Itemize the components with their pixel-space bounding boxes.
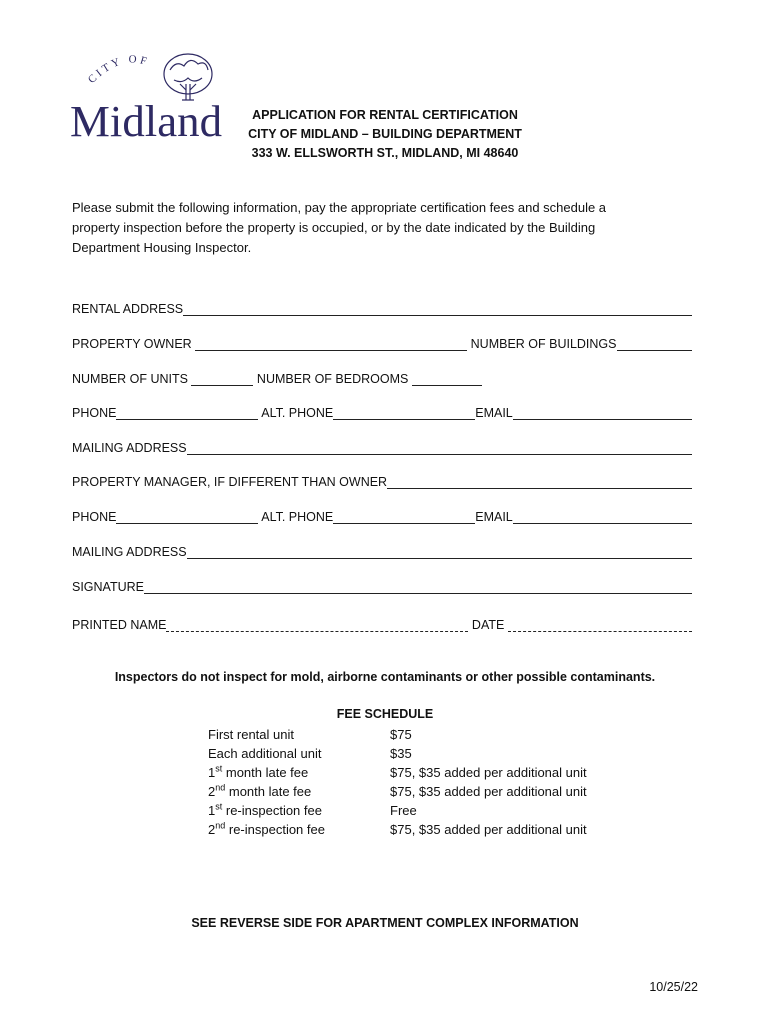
header-address: 333 W. ELLSWORTH ST., MIDLAND, MI 48640 — [251, 146, 519, 160]
alt-phone-field[interactable] — [333, 404, 475, 420]
number-of-units-label: NUMBER OF UNITS — [72, 372, 192, 386]
alt-phone-label: ALT. PHONE — [258, 406, 334, 420]
number-of-units-field[interactable] — [191, 370, 253, 386]
fee-item-amount: Free — [390, 803, 417, 818]
email-label: EMAIL — [475, 406, 513, 420]
signature-row — [72, 576, 692, 594]
manager-phone-field[interactable] — [116, 508, 258, 524]
svg-text:Midland: Midland — [70, 97, 222, 144]
manager-mailing-address-label: MAILING ADDRESS — [72, 545, 187, 559]
svg-text:CITY OF: CITY OF — [85, 53, 151, 86]
fee-item-amount: $35 — [390, 746, 412, 761]
manager-alt-phone-label: ALT. PHONE — [258, 510, 334, 524]
printed-name-label: PRINTED NAME — [72, 618, 167, 632]
printed-name-row — [72, 614, 692, 632]
mailing-address-row — [72, 437, 692, 455]
signature-field[interactable] — [144, 578, 692, 594]
number-of-bedrooms-label: NUMBER OF BEDROOMS — [253, 372, 412, 386]
owner-phone-row — [72, 402, 692, 420]
mailing-address-field[interactable] — [187, 439, 692, 455]
date-field[interactable] — [508, 616, 692, 632]
city-of-midland-logo — [70, 44, 230, 144]
property-manager-label: PROPERTY MANAGER, IF DIFFERENT THAN OWNER — [72, 475, 388, 489]
fee-item-name: 2nd re-inspection fee — [208, 820, 325, 837]
manager-phone-row — [72, 506, 692, 524]
phone-label: PHONE — [72, 406, 117, 420]
header-title: APPLICATION FOR RENTAL CERTIFICATION — [252, 108, 518, 122]
manager-email-label: EMAIL — [475, 510, 513, 524]
fee-item-name: 1st month late fee — [208, 763, 309, 780]
email-field[interactable] — [513, 404, 692, 420]
mailing-address-label: MAILING ADDRESS — [72, 441, 187, 455]
rental-address-label: RENTAL ADDRESS — [72, 302, 184, 316]
fee-schedule-title: FEE SCHEDULE — [336, 707, 434, 721]
rental-address-row — [72, 298, 692, 316]
inspection-notice: Inspectors do not inspect for mold, airborne contaminants or other possible contaminants. — [114, 670, 656, 684]
owner-row — [72, 333, 692, 351]
fee-item-name: 1st re-inspection fee — [208, 801, 322, 818]
property-manager-field[interactable] — [387, 473, 692, 489]
fee-item-amount: $75, $35 added per additional unit — [390, 765, 587, 780]
fee-item-amount: $75 — [390, 727, 412, 742]
manager-phone-label: PHONE — [72, 510, 117, 524]
phone-field[interactable] — [116, 404, 258, 420]
date-label: DATE — [468, 618, 508, 632]
revision-date: 10/25/22 — [649, 980, 698, 994]
manager-alt-phone-field[interactable] — [333, 508, 475, 524]
fee-item-amount: $75, $35 added per additional unit — [390, 784, 587, 799]
tree-icon — [164, 54, 212, 100]
signature-label: SIGNATURE — [72, 580, 144, 594]
header-department: CITY OF MIDLAND – BUILDING DEPARTMENT — [248, 127, 522, 141]
fee-item-name: Each additional unit — [208, 746, 322, 761]
fee-item-name: 2nd month late fee — [208, 782, 312, 799]
manager-mailing-address-row — [72, 541, 692, 559]
rental-address-field[interactable] — [183, 300, 692, 316]
manager-email-field[interactable] — [513, 508, 692, 524]
number-of-bedrooms-field[interactable] — [412, 370, 482, 386]
manager-mailing-address-field[interactable] — [187, 543, 692, 559]
property-owner-label: PROPERTY OWNER — [72, 337, 196, 351]
printed-name-field[interactable] — [166, 616, 468, 632]
property-manager-row — [72, 471, 692, 489]
property-owner-field[interactable] — [195, 335, 467, 351]
fee-item-name: First rental unit — [208, 727, 294, 742]
reverse-side-note: SEE REVERSE SIDE FOR APARTMENT COMPLEX INFORMATION — [191, 916, 579, 930]
number-of-buildings-field[interactable] — [617, 335, 693, 351]
number-of-buildings-label: NUMBER OF BUILDINGS — [467, 337, 617, 351]
fee-item-amount: $75, $35 added per additional unit — [390, 822, 587, 837]
intro-paragraph: Please submit the following information, pay the appropriate certification fees and schedule a property inspection before the property is occupied, or by the date indicated by the Building Department Housing Inspector. — [72, 200, 607, 255]
units-row — [72, 368, 482, 386]
